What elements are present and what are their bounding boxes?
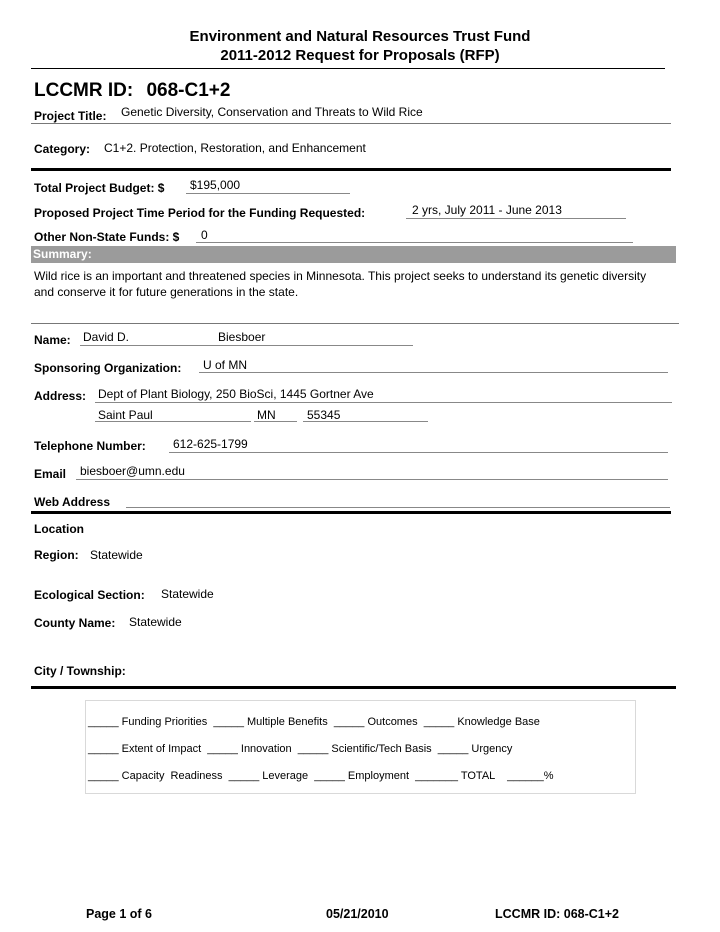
city-underline [95, 421, 251, 422]
name-label: Name: [34, 333, 71, 347]
sponsoring-organization-label: Sponsoring Organization: [34, 361, 182, 375]
email-underline [76, 479, 668, 480]
thick-divider [31, 511, 671, 514]
region-value: Statewide [90, 548, 143, 562]
scoring-row-2: _____ Extent of Impact _____ Innovation _____ Scientific/Tech Basis _____ Urgency [88, 743, 513, 755]
thick-divider [31, 686, 676, 689]
thick-divider [31, 168, 671, 171]
telephone-value: 612-625-1799 [173, 437, 248, 451]
project-title-label: Project Title: [34, 109, 107, 123]
non-state-funds-value: 0 [201, 228, 208, 242]
lccmr-id-value: 068-C1+2 [146, 80, 231, 101]
document-subtitle: 2011-2012 Request for Proposals (RFP) [220, 47, 500, 64]
non-state-funds-label: Other Non-State Funds: $ [34, 230, 180, 244]
summary-text: Wild rice is an important and threatened species in Minnesota. This project seeks to understand its genetic diversity and conserve it for future generations in the state. [34, 269, 647, 299]
non-state-funds-underline [196, 242, 633, 243]
divider [31, 123, 671, 124]
county-name-value: Statewide [129, 615, 182, 629]
sponsoring-organization-value: U of MN [203, 358, 248, 372]
zip-value: 55345 [307, 408, 341, 422]
address-line1-value: Dept of Plant Biology, 250 BioSci, 1445 Gortner Ave [98, 387, 374, 401]
organization-underline [199, 372, 668, 373]
address-underline [95, 402, 672, 403]
total-budget-label: Total Project Budget: $ [34, 181, 165, 195]
state-underline [254, 421, 297, 422]
name-underline [80, 345, 413, 346]
scoring-box [85, 700, 636, 794]
document-title: Environment and Natural Resources Trust Fund [189, 28, 531, 45]
ecological-section-value: Statewide [161, 587, 214, 601]
ecological-section-label: Ecological Section: [34, 588, 145, 602]
zip-underline [303, 421, 428, 422]
time-period-value: 2 yrs, July 2011 - June 2013 [412, 203, 562, 217]
time-period-label: Proposed Project Time Period for the Funding Requested: [34, 206, 366, 220]
project-title-value: Genetic Diversity, Conservation and Threats to Wild Rice [121, 105, 423, 119]
summary-label: Summary: [31, 246, 676, 263]
divider [31, 323, 679, 324]
footer-lccmr-id: LCCMR ID: 068-C1+2 [495, 907, 619, 921]
city-township-label: City / Township: [34, 664, 126, 678]
address-label: Address: [34, 389, 87, 403]
web-address-underline [126, 507, 670, 508]
last-name-value: Biesboer [218, 330, 266, 344]
email-value: biesboer@umn.edu [80, 464, 185, 478]
footer-date: 05/21/2010 [326, 907, 389, 921]
scoring-row-1: _____ Funding Priorities _____ Multiple Benefits _____ Outcomes _____ Knowledge Base [88, 716, 540, 728]
scoring-row-3: _____ Capacity Readiness _____ Leverage _____ Employment _______ TOTAL ______% [88, 770, 554, 782]
total-budget-value: $195,000 [190, 178, 241, 192]
lccmr-id-label: LCCMR ID: [34, 80, 134, 101]
city-value: Saint Paul [98, 408, 153, 422]
category-label: Category: [34, 142, 91, 156]
header-rule [31, 68, 665, 69]
web-address-label: Web Address [34, 495, 111, 509]
page-number: Page 1 of 6 [86, 907, 152, 921]
lccmr-id-heading [34, 80, 230, 102]
state-value: MN [257, 408, 276, 422]
first-name-value: David D. [83, 330, 130, 344]
location-heading: Location [34, 522, 84, 536]
county-name-label: County Name: [34, 616, 116, 630]
region-label: Region: [34, 548, 79, 562]
email-label: Email [34, 467, 67, 481]
telephone-underline [169, 452, 668, 453]
telephone-label: Telephone Number: [34, 439, 146, 453]
time-period-underline [406, 218, 626, 219]
category-value: C1+2. Protection, Restoration, and Enhancement [104, 141, 366, 155]
total-budget-underline [186, 193, 350, 194]
